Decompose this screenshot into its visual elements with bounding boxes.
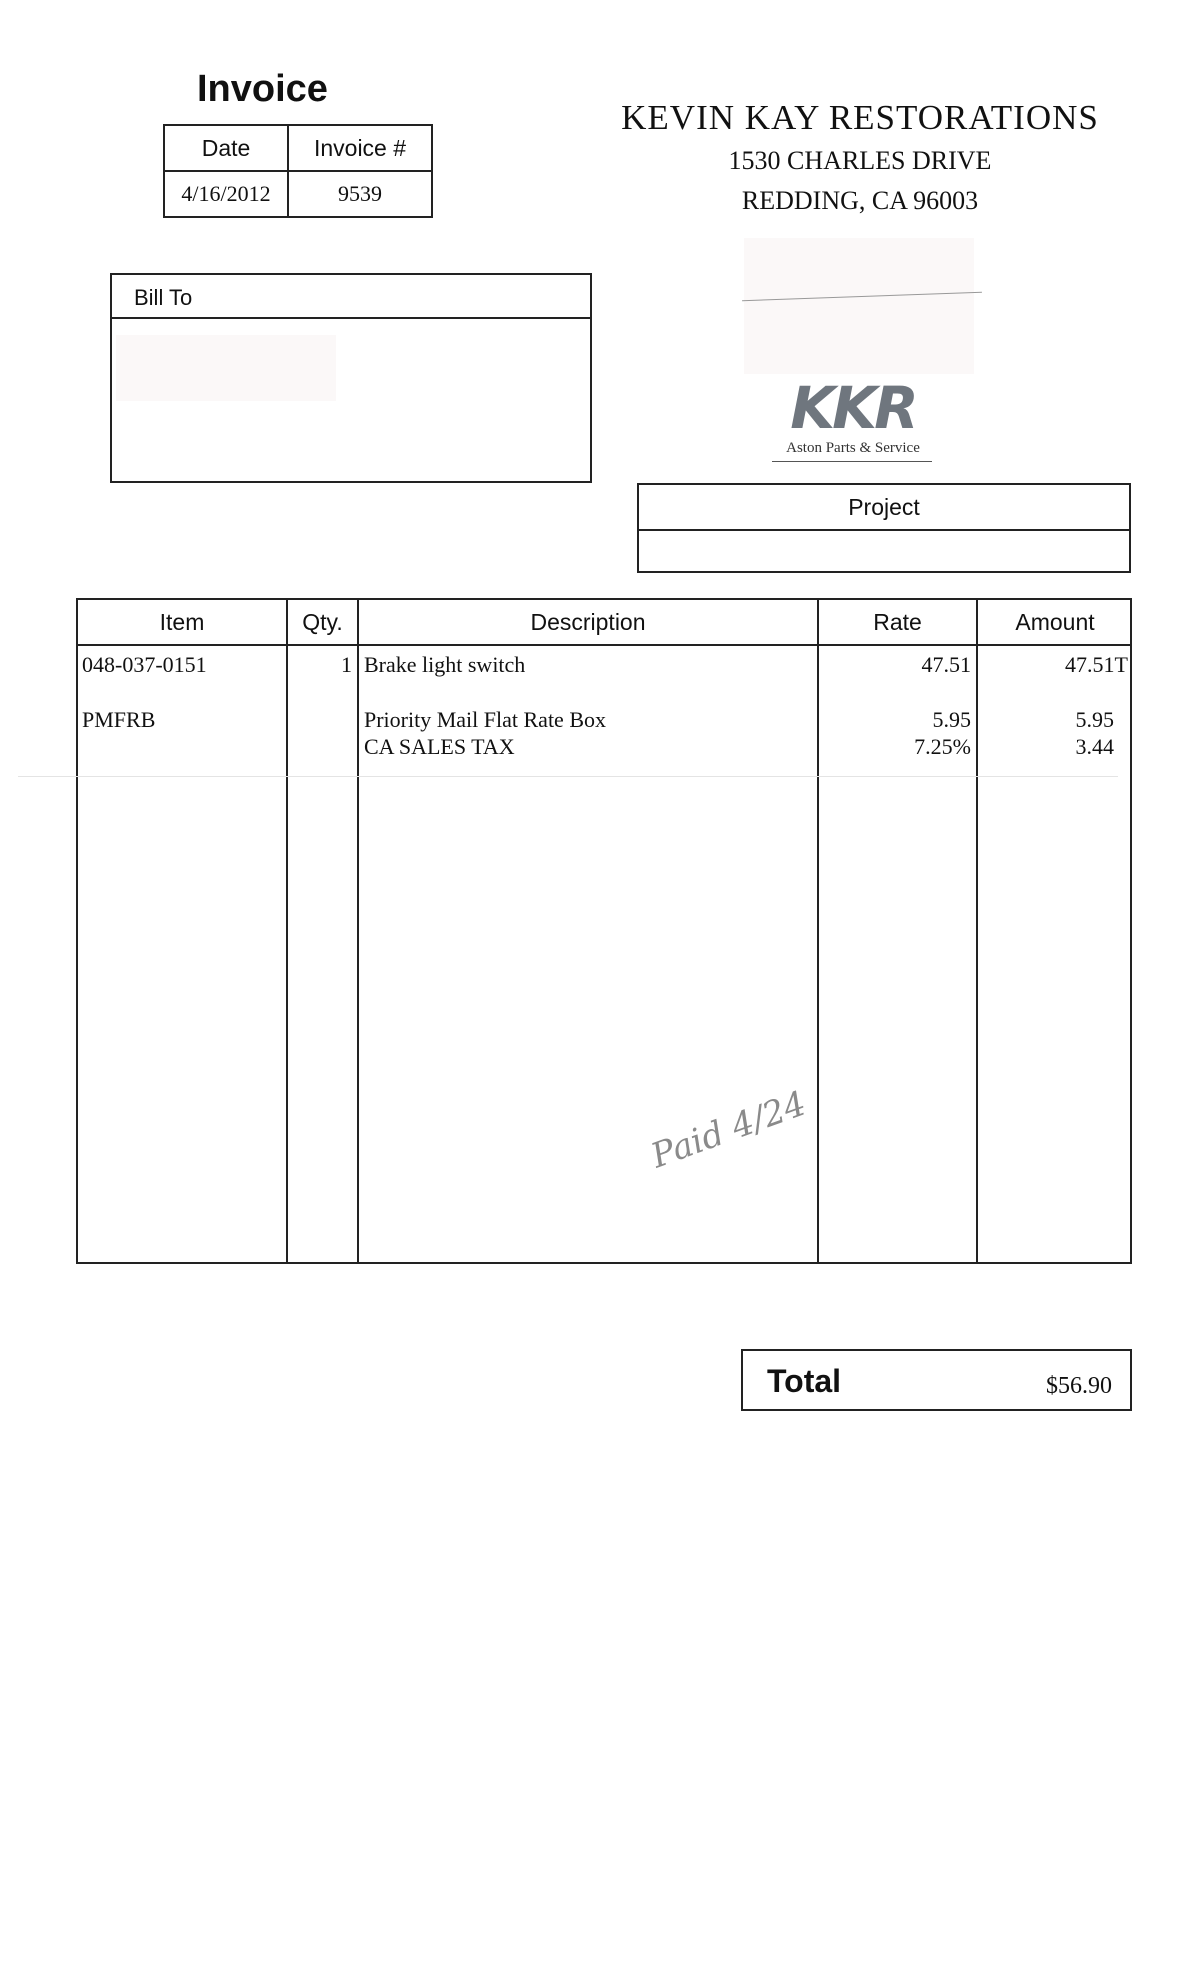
redacted-bill-to-address	[116, 335, 336, 401]
column-header-qty: Qty.	[302, 609, 343, 635]
row-3-amount: 3.44	[1075, 734, 1114, 759]
project-label: Project	[639, 485, 1129, 531]
company-name: KEVIN KAY RESTORATIONS	[621, 98, 1099, 137]
date-invoice-table	[163, 124, 433, 218]
total-box	[741, 1349, 1132, 1411]
row-1-amount: 47.51T	[1065, 652, 1128, 677]
column-header-rate: Rate	[873, 609, 922, 635]
scan-artifact-line	[18, 776, 1118, 777]
column-header-item: Item	[159, 609, 205, 635]
column-header-amount: Amount	[1015, 609, 1095, 635]
company-city: REDDING, CA 96003	[741, 186, 979, 215]
bill-to-label: Bill To	[134, 285, 193, 310]
row-2-amount: 5.95	[1075, 707, 1114, 732]
handwritten-paid-note: Paid 4/24	[646, 1083, 812, 1177]
total-label: Total	[767, 1363, 842, 1399]
redacted-contact-block	[744, 238, 974, 374]
column-divider	[286, 600, 288, 1262]
company-street: 1530 CHARLES DRIVE	[728, 146, 992, 175]
row-3-description: CA SALES TAX	[364, 734, 515, 759]
row-1-rate: 47.51	[921, 652, 971, 677]
row-1-item: 048-037-0151	[82, 652, 207, 677]
column-divider	[357, 600, 359, 1262]
row-1-description: Brake light switch	[364, 652, 526, 677]
column-divider	[817, 600, 819, 1262]
bill-to-box	[110, 273, 592, 483]
date-header: Date	[164, 125, 288, 171]
row-2-item: PMFRB	[82, 707, 156, 732]
row-1-qty: 1	[341, 652, 352, 677]
bill-to-header	[112, 275, 590, 319]
kkr-logo	[768, 374, 938, 464]
logo-tagline: Aston Parts & Service	[786, 440, 920, 456]
line-items-table	[76, 598, 1132, 1264]
column-divider	[976, 600, 978, 1262]
row-2-description: Priority Mail Flat Rate Box	[364, 707, 606, 732]
logo-mark: KKR	[790, 374, 916, 442]
project-box	[637, 483, 1131, 573]
row-2-rate: 5.95	[932, 707, 971, 732]
invoice-title: Invoice	[197, 68, 328, 110]
row-3-rate: 7.25%	[914, 734, 971, 759]
total-value: $56.90	[1046, 1373, 1112, 1399]
invoice-number: 9539	[288, 171, 432, 217]
logo-underline	[772, 461, 932, 462]
header-divider	[78, 644, 1130, 646]
column-header-description: Description	[530, 609, 646, 635]
invoice-number-header: Invoice #	[288, 125, 432, 171]
invoice-date: 4/16/2012	[164, 171, 288, 217]
